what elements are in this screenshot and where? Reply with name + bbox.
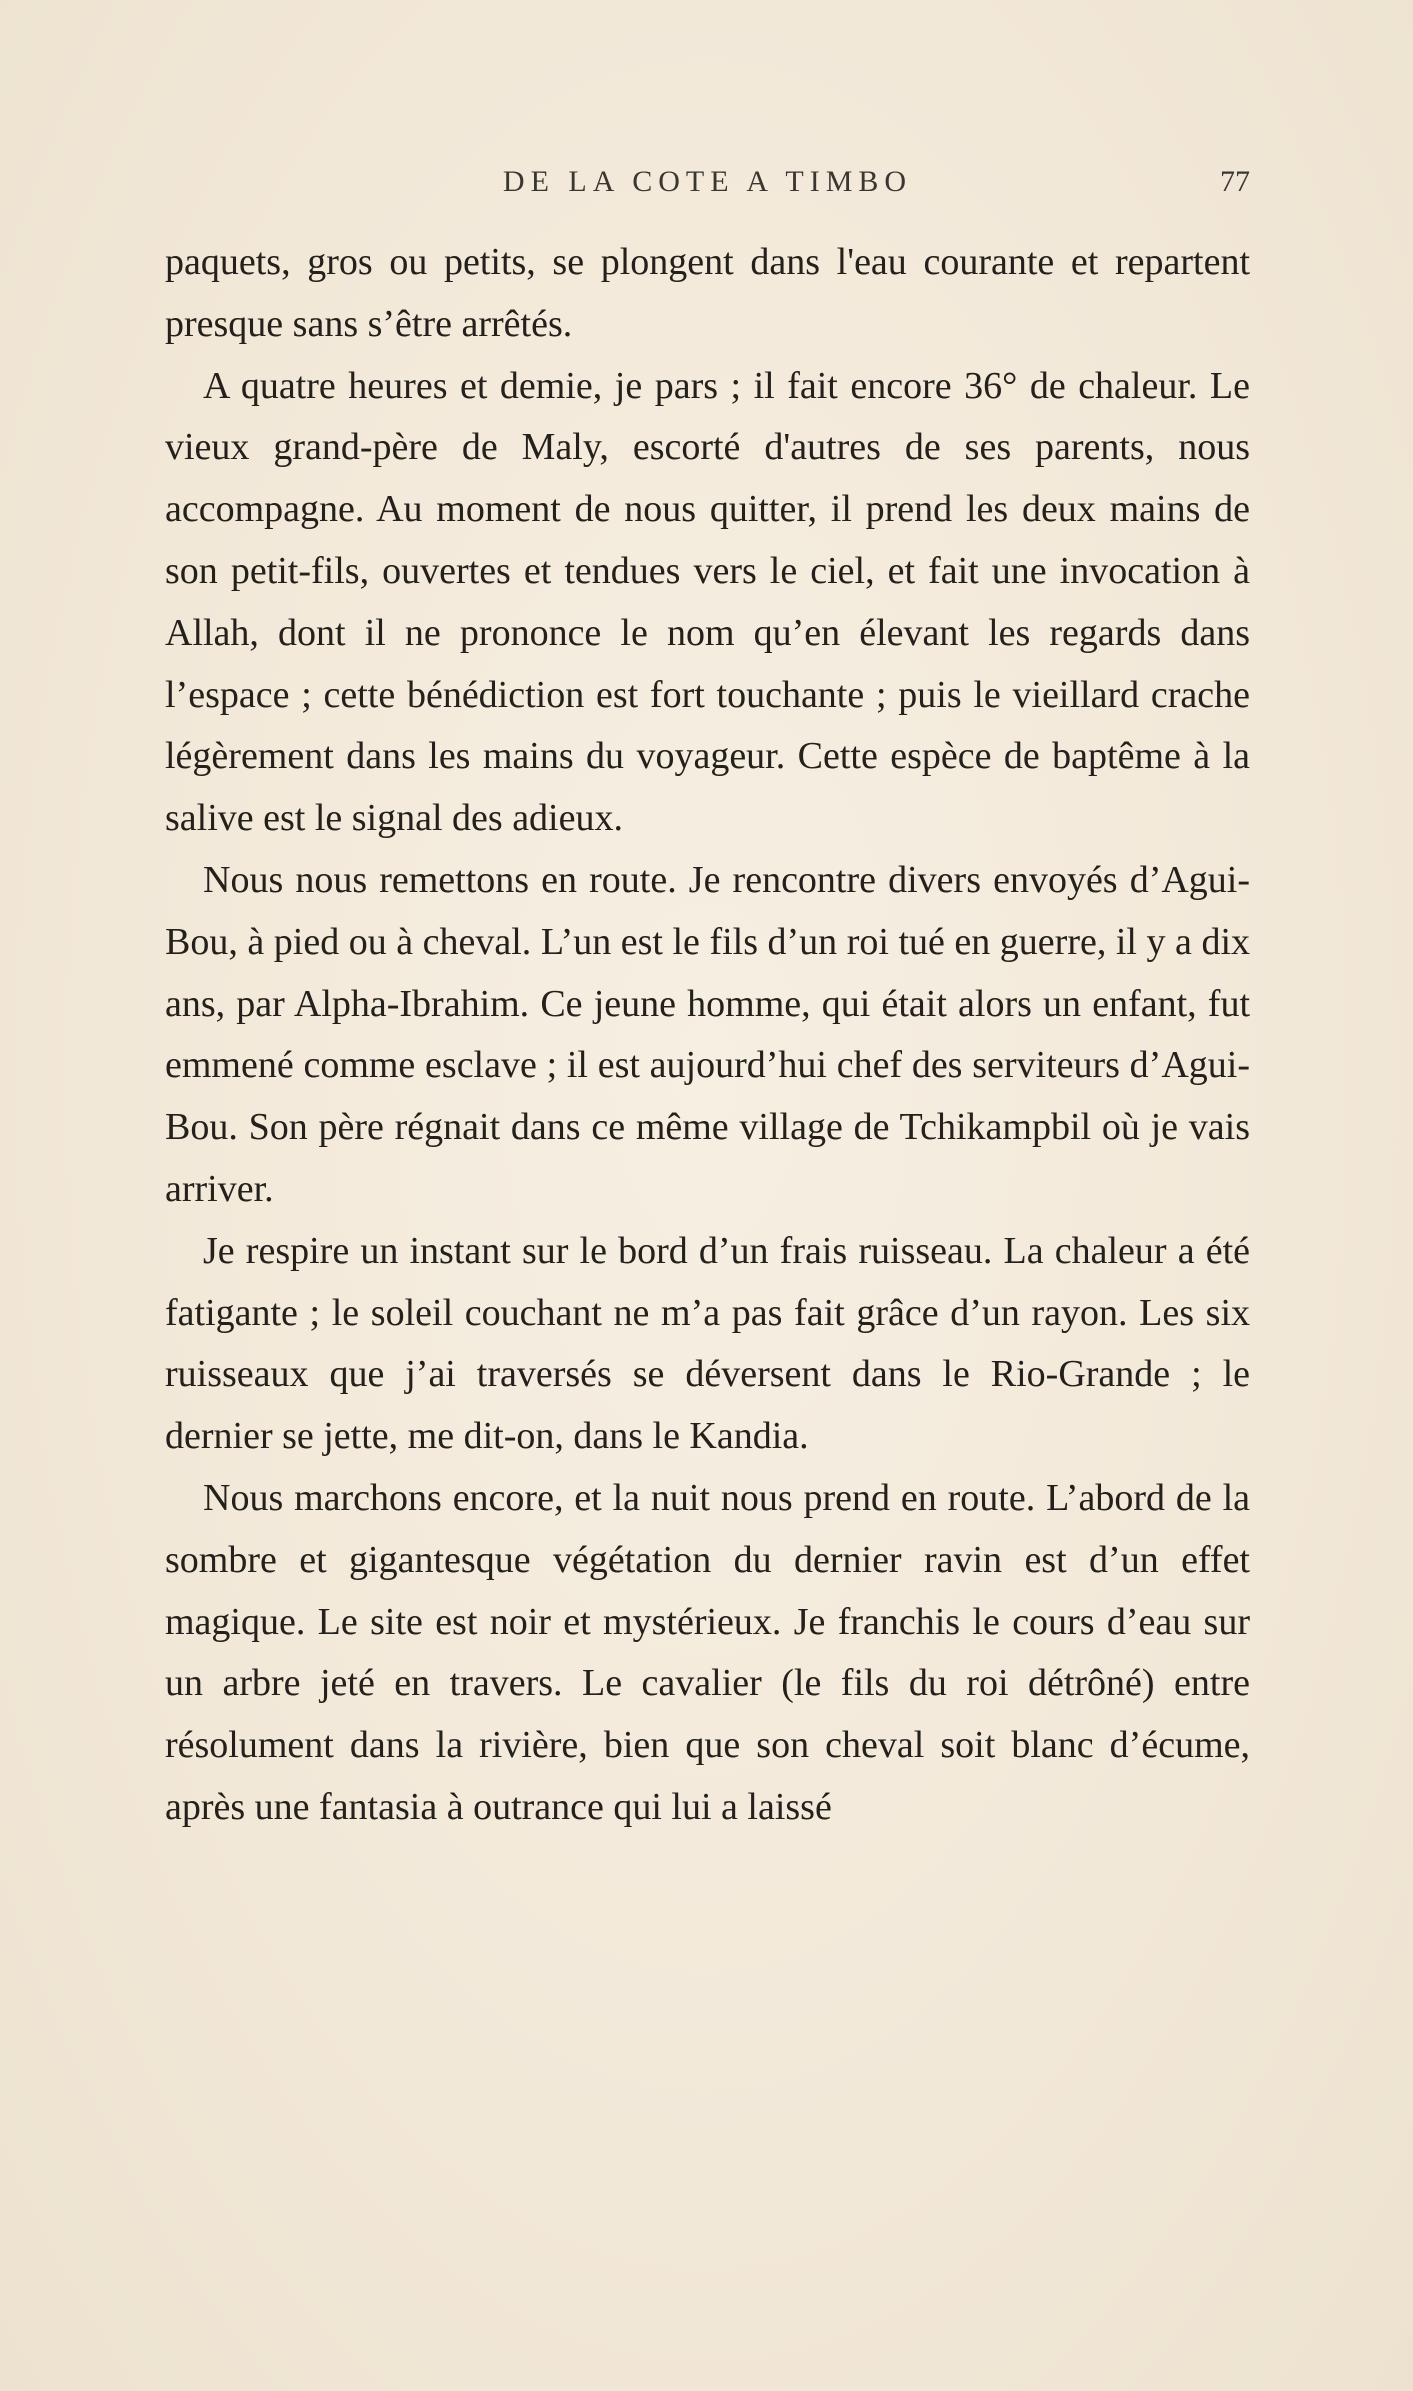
running-title: DE LA COTE A TIMBO bbox=[502, 165, 913, 198]
paragraph-1: paquets, gros ou petits, se plongent dans l'eau courante et repartent presque sans s’être arrêtés. bbox=[165, 241, 1250, 345]
page-number: 77 bbox=[1220, 165, 1250, 198]
body-text bbox=[165, 232, 1250, 1839]
paragraph-4: Je respire un instant sur le bord d’un frais ruisseau. La chaleur a été fatigante ; le soleil couchant ne m’a pas fait grâce d’un rayon. Les six ruisseaux que j’ai traversés se déversent dans le Rio-Grande ; le dernier se jette, me dit-on, dans le Kandia. bbox=[165, 1229, 1250, 1458]
running-head bbox=[165, 165, 1250, 205]
paragraph-2: A quatre heures et demie, je pars ; il fait encore 36° de chaleur. Le vieux grand-père de Maly, escorté d'autres de ses parents, nous accompagne. Au moment de nous quitter, il prend les deux mains de son petit-fils, ouvertes et tendues vers le ciel, et fait une invocation à Allah, dont il ne prononce le nom qu’en élevant les regards dans l’espace ; cette bénédiction est fort touchante ; puis le vieillard crache légèrement dans les mains du voyageur. Cette espèce de baptême à la salive est le signal des adieux. bbox=[165, 364, 1250, 840]
paragraph-3: Nous nous remettons en route. Je rencontre divers envoyés d’Agui-Bou, à pied ou à cheval. L’un est le fils d’un roi tué en guerre, il y a dix ans, par Alpha-Ibrahim. Ce jeune homme, qui était alors un enfant, fut emmené comme esclave ; il est aujourd’hui chef des serviteurs d’Agui-Bou. Son père régnait dans ce même village de Tchikampbil où je vais arriver. bbox=[165, 858, 1250, 1210]
paragraph-5: Nous marchons encore, et la nuit nous prend en route. L’abord de la sombre et gigantesque végétation du dernier ravin est d’un effet magique. Le site est noir et mystérieux. Je franchis le cours d’eau sur un arbre jeté en travers. Le cavalier (le fils du roi détrôné) entre résolument dans la rivière, bien que son cheval soit blanc d’écume, après une fantasia à outrance qui lui a laissé bbox=[165, 1476, 1250, 1828]
